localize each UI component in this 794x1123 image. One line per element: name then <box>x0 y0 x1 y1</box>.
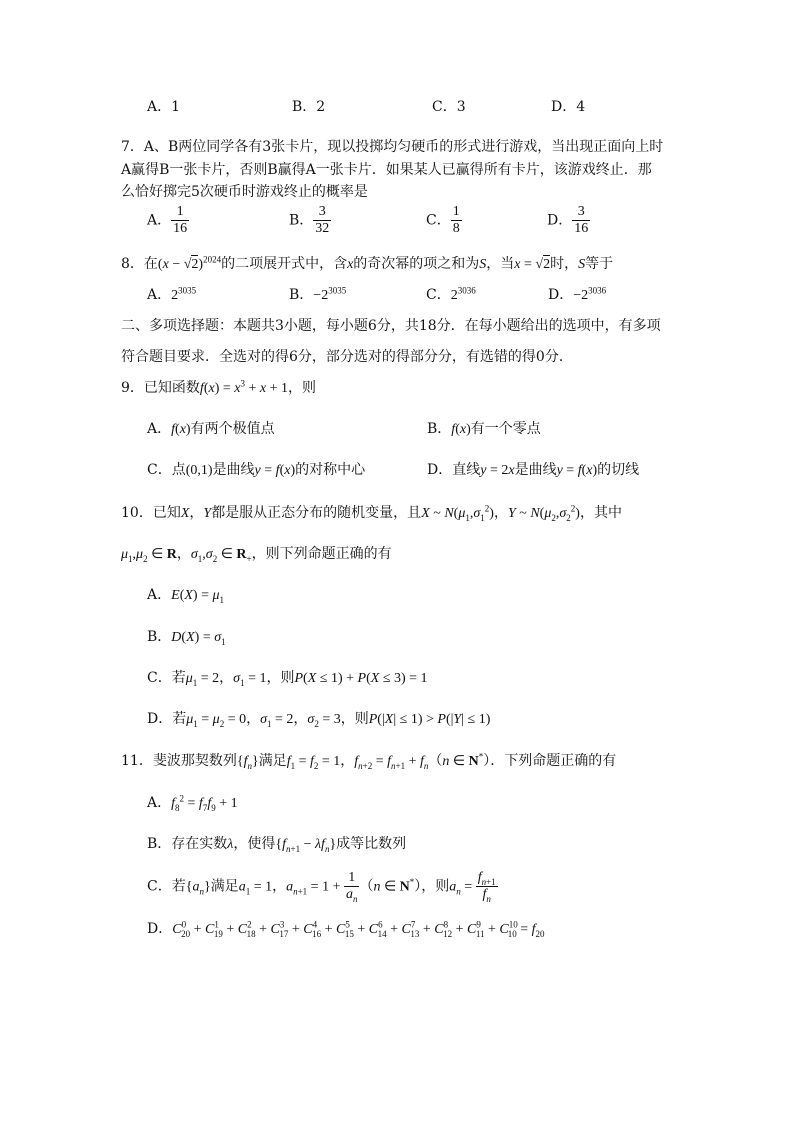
q7-stem-line-2: A赢得B一张卡片，否则B赢得A一张卡片．如果某人已赢得所有卡片，该游戏终止．那 <box>121 162 652 178</box>
section2-instructions-line-2: 符合题目要求．全选对的得6分，部分选对的得部分分，有选错的得0分． <box>121 349 573 365</box>
q9-option-c: C．点(0,1)是曲线y = f(x)的对称中心 <box>147 462 366 478</box>
q6-option-a: A．1 <box>147 99 181 115</box>
q7-stem-line-3: 么恰好掷完5次硬币时游戏终止的概率是 <box>121 184 368 200</box>
q6-option-b: B．2 <box>292 99 326 115</box>
q7-option-d: D． $\frac{3}{16}$ <box>547 204 589 236</box>
q10-option-d: D．若$\mu_1 = \mu_2 = 0$，$\sigma_1 = 2$，$\sigma_2 = 3$，则P(|X| ≤ 1) > P(|Y| ≤ 1) <box>147 711 491 729</box>
q8-stem: 8．在$(x - √2)^{2024}$的二项展开式中，含x的奇次幂的项之和为S，当x = √2时，S等于 <box>121 254 614 272</box>
section2-instructions-line-1: 二、多项选择题：本题共3小题，每小题6分，共18分．在每小题给出的选项中，有多项 <box>121 318 661 334</box>
q8-option-a: A．$2^{3035}$ <box>147 285 197 303</box>
q10-stem-line-1: 10．已知X，Y都是服从正态分布的随机变量，且X ~ $N(\mu_1,\sigma_1^2)$，Y ~ $N(\mu_2,\sigma_2^2)$，其中 <box>121 503 622 523</box>
q7-option-b: B． $\frac{3}{32}$ <box>289 204 330 236</box>
q10-option-c: C．若$\mu_1 = 2$，$\sigma_1 = 1$，则P(X ≤ 1) + P(X ≤ 3) = 1 <box>147 670 428 688</box>
q11-option-d: D．$C^0_{20} + C^1_{19} + C^2_{18} + C^3_{17} + C^4_{16} + C^5_{15} + C^6_{14} + C^7_{13} + C^8_{12} + C^9_{11} + C^{10}_{10} = f_{20}$ <box>147 919 545 939</box>
q9-option-b: B．f(x)有一个零点 <box>427 421 541 437</box>
q10-stem-line-2: $\mu_1,\mu_2$ ∈ R，$\sigma_1,\sigma_2$ ∈ $R_+$，则下列命题正确的有 <box>121 546 392 564</box>
q7-stem-line-1: 7．A、B两位同学各有3张卡片，现以投掷均匀硬币的形式进行游戏，当出现正面向上时 <box>121 139 664 155</box>
q9-option-d: D．直线y = 2x是曲线y = f(x)的切线 <box>427 462 640 478</box>
q8-option-b: B．$-2^{3035}$ <box>289 285 347 303</box>
q10-option-a: A．$E(X) = \mu_1$ <box>147 587 225 605</box>
q8-option-c: C．$2^{3036}$ <box>426 285 476 303</box>
q11-stem: 11．斐波那契数列$\{f_n\}$满足$f_1 = f_2 = 1$，$f_{n+2} = f_{n+1} + f_n(n$ ∈ N*）．下列命题正确的有 <box>121 751 617 771</box>
q10-option-b: B．$D(X) = \sigma_1$ <box>147 629 226 647</box>
q9-option-a: A．f(x)有两个极值点 <box>147 421 275 437</box>
q7-option-a: A． $\frac{1}{16}$ <box>147 204 188 236</box>
q6-option-c: C．3 <box>432 99 466 115</box>
q11-option-a: A．$f_8^2 = f_7f_9 + 1$ <box>147 793 238 813</box>
q6-option-d: D．4 <box>551 99 586 115</box>
q11-option-b: B．存在实数λ，使得$\{f_{n+1} - \lambda f_n\}$成等比数列 <box>147 836 407 854</box>
q9-stem: 9．已知函数$f(x) = x^3 + x + 1$，则 <box>121 378 317 396</box>
q7-option-c: C． $\frac{1}{8}$ <box>426 204 460 236</box>
q11-option-c: C．若$\{a_n\}$满足$a_1 = 1$，$a_{n+1} = 1$ + $\frac{1}{a_n}$ （n ∈ N*），则$a_n$ = $\frac{f_{n+1}}{f_n}$ <box>147 870 496 904</box>
q8-option-d: D．$-2^{3036}$ <box>548 285 607 303</box>
